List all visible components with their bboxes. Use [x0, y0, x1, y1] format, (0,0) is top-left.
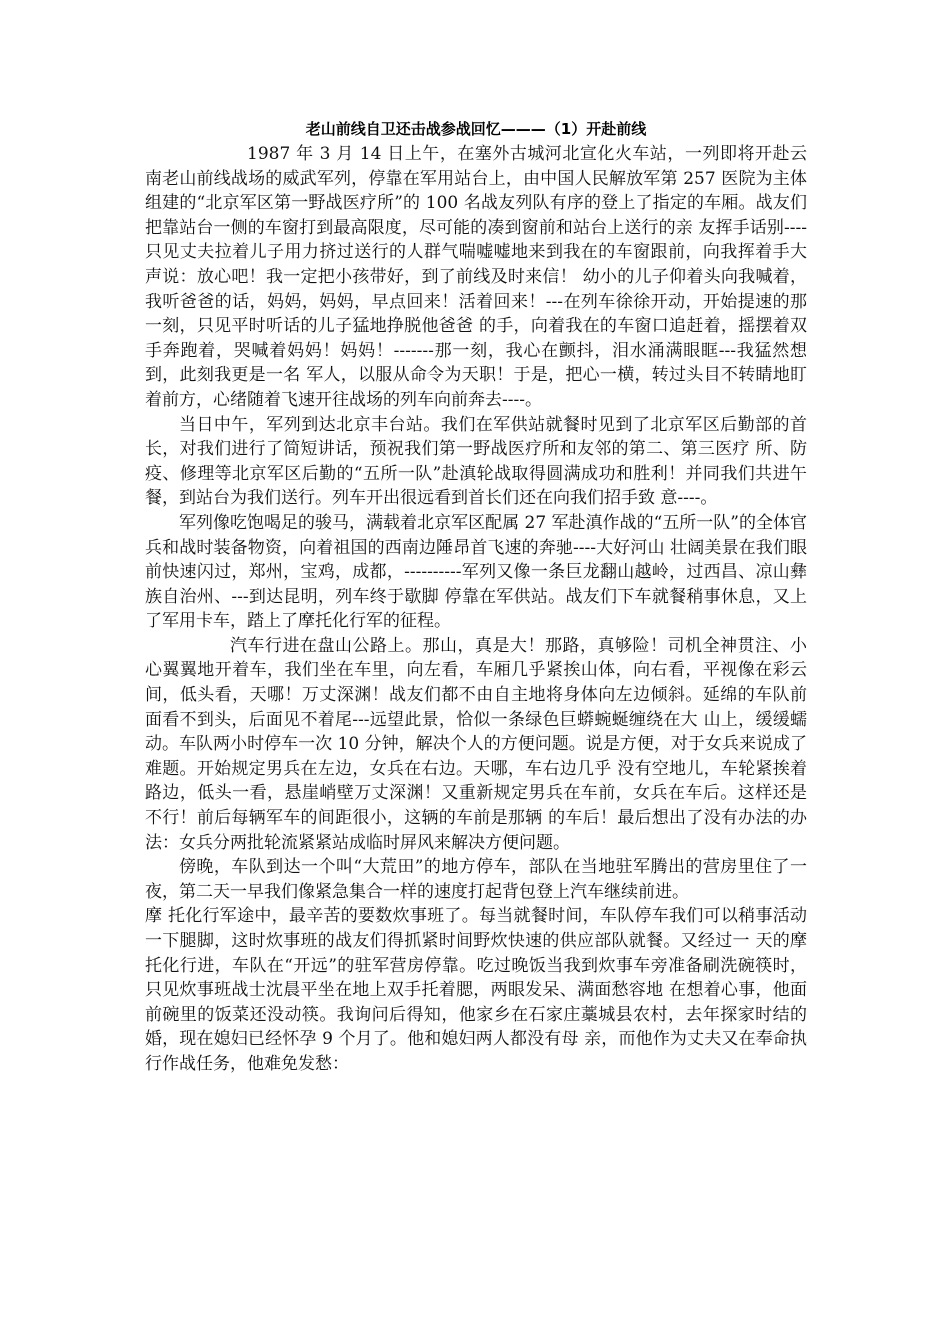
paragraph-dahuangtian: 傍晚，车队到达一个叫“大荒田”的地方停车，部队在当地驻军腾出的营房里住了一夜，第二天一早我们像紧急集合一样的速度打起背包登上汽车继续前进。: [145, 857, 807, 902]
document-title: 老山前线自卫还击战参战回忆———（1）开赴前线: [305, 120, 647, 138]
paragraph-cook-squad: 摩 托化行军途中，最辛苦的要数炊事班了。每当就餐时间，车队停车我们可以稍事活动一下腿脚，这时炊事班的战友们得抓紧时间野炊快速的供应部队就餐。又经过一 天的摩托化行进，车队在“开远”的驻军营房停靠。吃过晚饭当我到炊事车旁准备刷洗碗筷时，只见炊事班战士沈晨平坐在地上双手托着腮，两眼发呆、满面愁容地 在想着心事，他面前碗里的饭菜还没动筷。我询问后得知，他家乡在石家庄藁城县农村，去年探家时结的婚，现在媳妇已经怀孕 9 个月了。他和媳妇两人都没有母 亲，而他作为丈夫又在奉命执行作战任务，他难免发愁：: [145, 906, 807, 1074]
paragraph-mountain-road: 汽车行进在盘山公路上。那山，真是大！那路，真够险！司机全神贯注、小心翼翼地开着车，我们坐在车里，向左看，车厢几乎紧挨山体，向右看，平视像在彩云 间，低头看，天哪！万丈深渊！战友们都不由自主地将身体向左边倾斜。延绵的车队前面看不到头，后面见不着尾---远望此景，恰似一条绿色巨蟒蜿蜒缠绕在大 山上，缓缓蠕动。车队两小时停车一次 10 分钟，解决个人的方便问题。说是方便，对于女兵来说成了难题。开始规定男兵在左边，女兵在右边。天哪，车右边几乎 没有空地儿，车轮紧挨着路边，低头一看，悬崖峭壁万丈深渊！又重新规定男兵在车前，女兵在车后。这样还是不行！前后每辆军车的间距很小，这辆的车前是那辆 的车后！最后想出了没有办法的办法：女兵分两批轮流紧紧站成临时屏风来解决方便问题。: [145, 635, 807, 853]
paragraph-departure: 1987 年 3 月 14 日上午，在塞外古城河北宣化火车站，一列即将开赴云南老山前线战场的威武军列，停靠在军用站台上，由中国人民解放军第 257 医院为主体 组建的“北京军区第一野战医疗所”的 100 名战友列队有序的登上了指定的车厢。战友们把靠站台一侧的车窗打到最高限度，尽可能的凑到窗前和站台上送行的亲 友挥手话别----只见丈夫拉着儿子用力挤过送行的人群气喘嘘嘘地来到我在的车窗跟前，向我挥着手大声说：放心吧！我一定把小孩带好，到了前线及时来信！ 幼小的儿子仰着头向我喊着，我听爸爸的话，妈妈，妈妈，早点回来！活着回来！---在列车徐徐开动，开始提速的那一刻，只见平时听话的儿子猛地挣脱他爸爸 的手，向着我在的车窗口追赶着，摇摆着双手奔跑着，哭喊着妈妈！妈妈！-------那一刻，我心在颤抖，泪水涌满眼眶---我猛然想到，此刻我更是一名 军人，以服从命令为天职！于是，把心一横，转过头目不转睛地盯着前方，心绪随着飞速开往战场的列车向前奔去----。: [145, 144, 807, 410]
document-body: [145, 118, 807, 1077]
paragraph-fengtai-station: 当日中午，军列到达北京丰台站。我们在军供站就餐时见到了北京军区后勤部的首长，对我们进行了简短讲话，预祝我们第一野战医疗所和友邻的第二、第三医疗 所、防疫、修理等北京军区后勤的“五所一队”赴滇轮战取得圆满成功和胜利！并同我们共进午餐，到站台为我们送行。列车开出很远看到首长们还在向我们招手致 意----。: [145, 414, 807, 509]
paragraph-train-journey: 军列像吃饱喝足的骏马，满载着北京军区配属 27 军赴滇作战的“五所一队”的全体官兵和战时装备物资，向着祖国的西南边陲昂首飞速的奔驰----大好河山 壮阔美景在我们眼前快速闪过，郑州，宝鸡，成都，----------军列又像一条巨龙翻山越岭，过西昌、凉山彝族自治州、---到达昆明，列车终于歇脚 停靠在军供站。战友们下车就餐稍事休息，又上了军用卡车，踏上了摩托化行军的征程。: [145, 512, 807, 632]
